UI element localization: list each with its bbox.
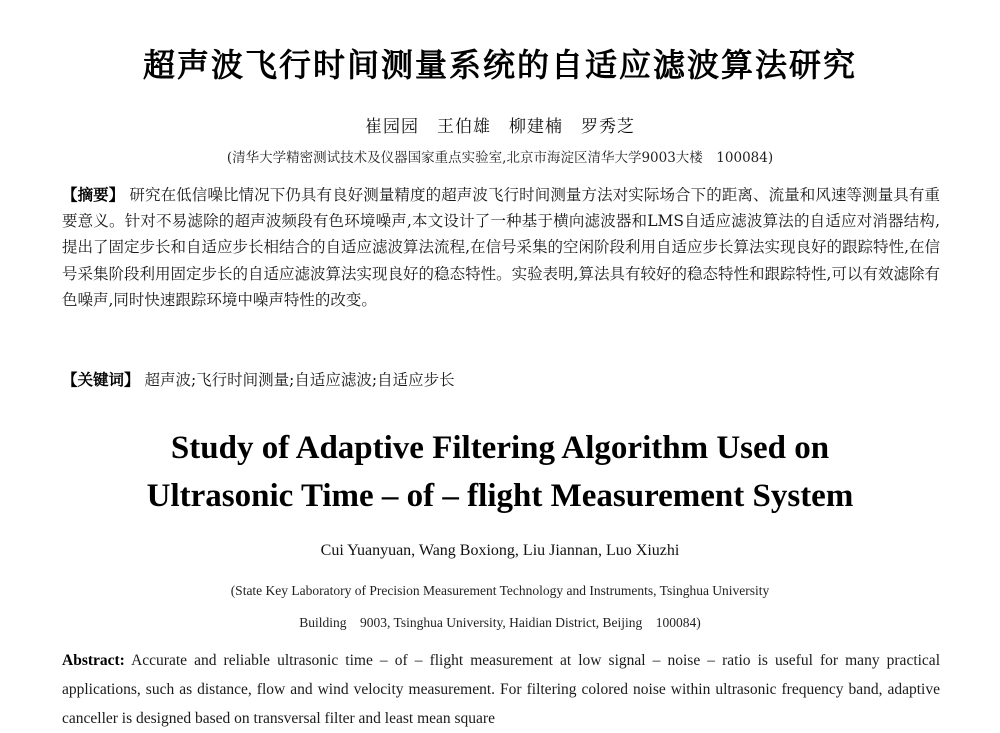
chinese-title: 超声波飞行时间测量系统的自适应滤波算法研究 xyxy=(142,46,857,84)
english-title-line-1: Study of Adaptive Filtering Algorithm Used on xyxy=(170,430,830,466)
english-title xyxy=(0,424,1000,520)
english-affiliation-line-2: Building 9003, Tsinghua University, Haidian District, Beijing 100084) xyxy=(299,615,701,630)
chinese-abstract-label: 【摘要】 xyxy=(62,186,125,204)
chinese-keywords-label: 【关键词】 xyxy=(62,371,140,389)
chinese-abstract-block xyxy=(62,182,940,313)
chinese-authors: 崔园园 王伯雄 柳建楠 罗秀芝 xyxy=(365,117,635,137)
chinese-affiliation: (清华大学精密测试技术及仪器国家重点实验室,北京市海淀区清华大学9003大楼 100084) xyxy=(226,150,774,166)
english-authors: Cui Yuanyuan, Wang Boxiong, Liu Jiannan, Luo Xiuzhi xyxy=(320,542,680,559)
english-affiliation xyxy=(0,575,1000,639)
english-affiliation-line-1: (State Key Laboratory of Precision Measurement Technology and Instruments, Tsinghua University xyxy=(230,583,770,598)
chinese-abstract-text: 研究在低信噪比情况下仍具有良好测量精度的超声波飞行时间测量方法对实际场合下的距离、流量和风速等测量具有重要意义。针对不易滤除的超声波频段有色环境噪声,本文设计了一种基于横向滤波器和LMS自适应滤波算法的自适应对消器结构,提出了固定步长和自适应步长相结合的自适应滤波算法流程,在信号采集的空闲阶段利用自适应步长算法实现良好的跟踪特性,在信号采集阶段利用固定步长的自适应滤波算法实现良好的稳态特性。实验表明,算法具有较好的稳态特性和跟踪特性,可以有效滤除有色噪声,同时快速跟踪环境中噪声特性的改变。 xyxy=(62,186,940,309)
english-abstract-label: Abstract: xyxy=(62,652,125,669)
english-abstract-block xyxy=(62,646,940,733)
chinese-keywords-block xyxy=(62,368,940,392)
english-abstract-text: Accurate and reliable ultrasonic time – of – flight measurement at low signal – noise – ratio is useful for many practical applications, such as distance, flow and wind velocity measurement. For filtering colored noise within ultrasonic frequency band, adaptive canceller is designed based on transversal filter and least mean square xyxy=(62,652,940,727)
english-title-line-2: Ultrasonic Time – of – flight Measurement System xyxy=(146,478,854,514)
chinese-keywords-text: 超声波;飞行时间测量;自适应滤波;自适应步长 xyxy=(144,371,455,389)
